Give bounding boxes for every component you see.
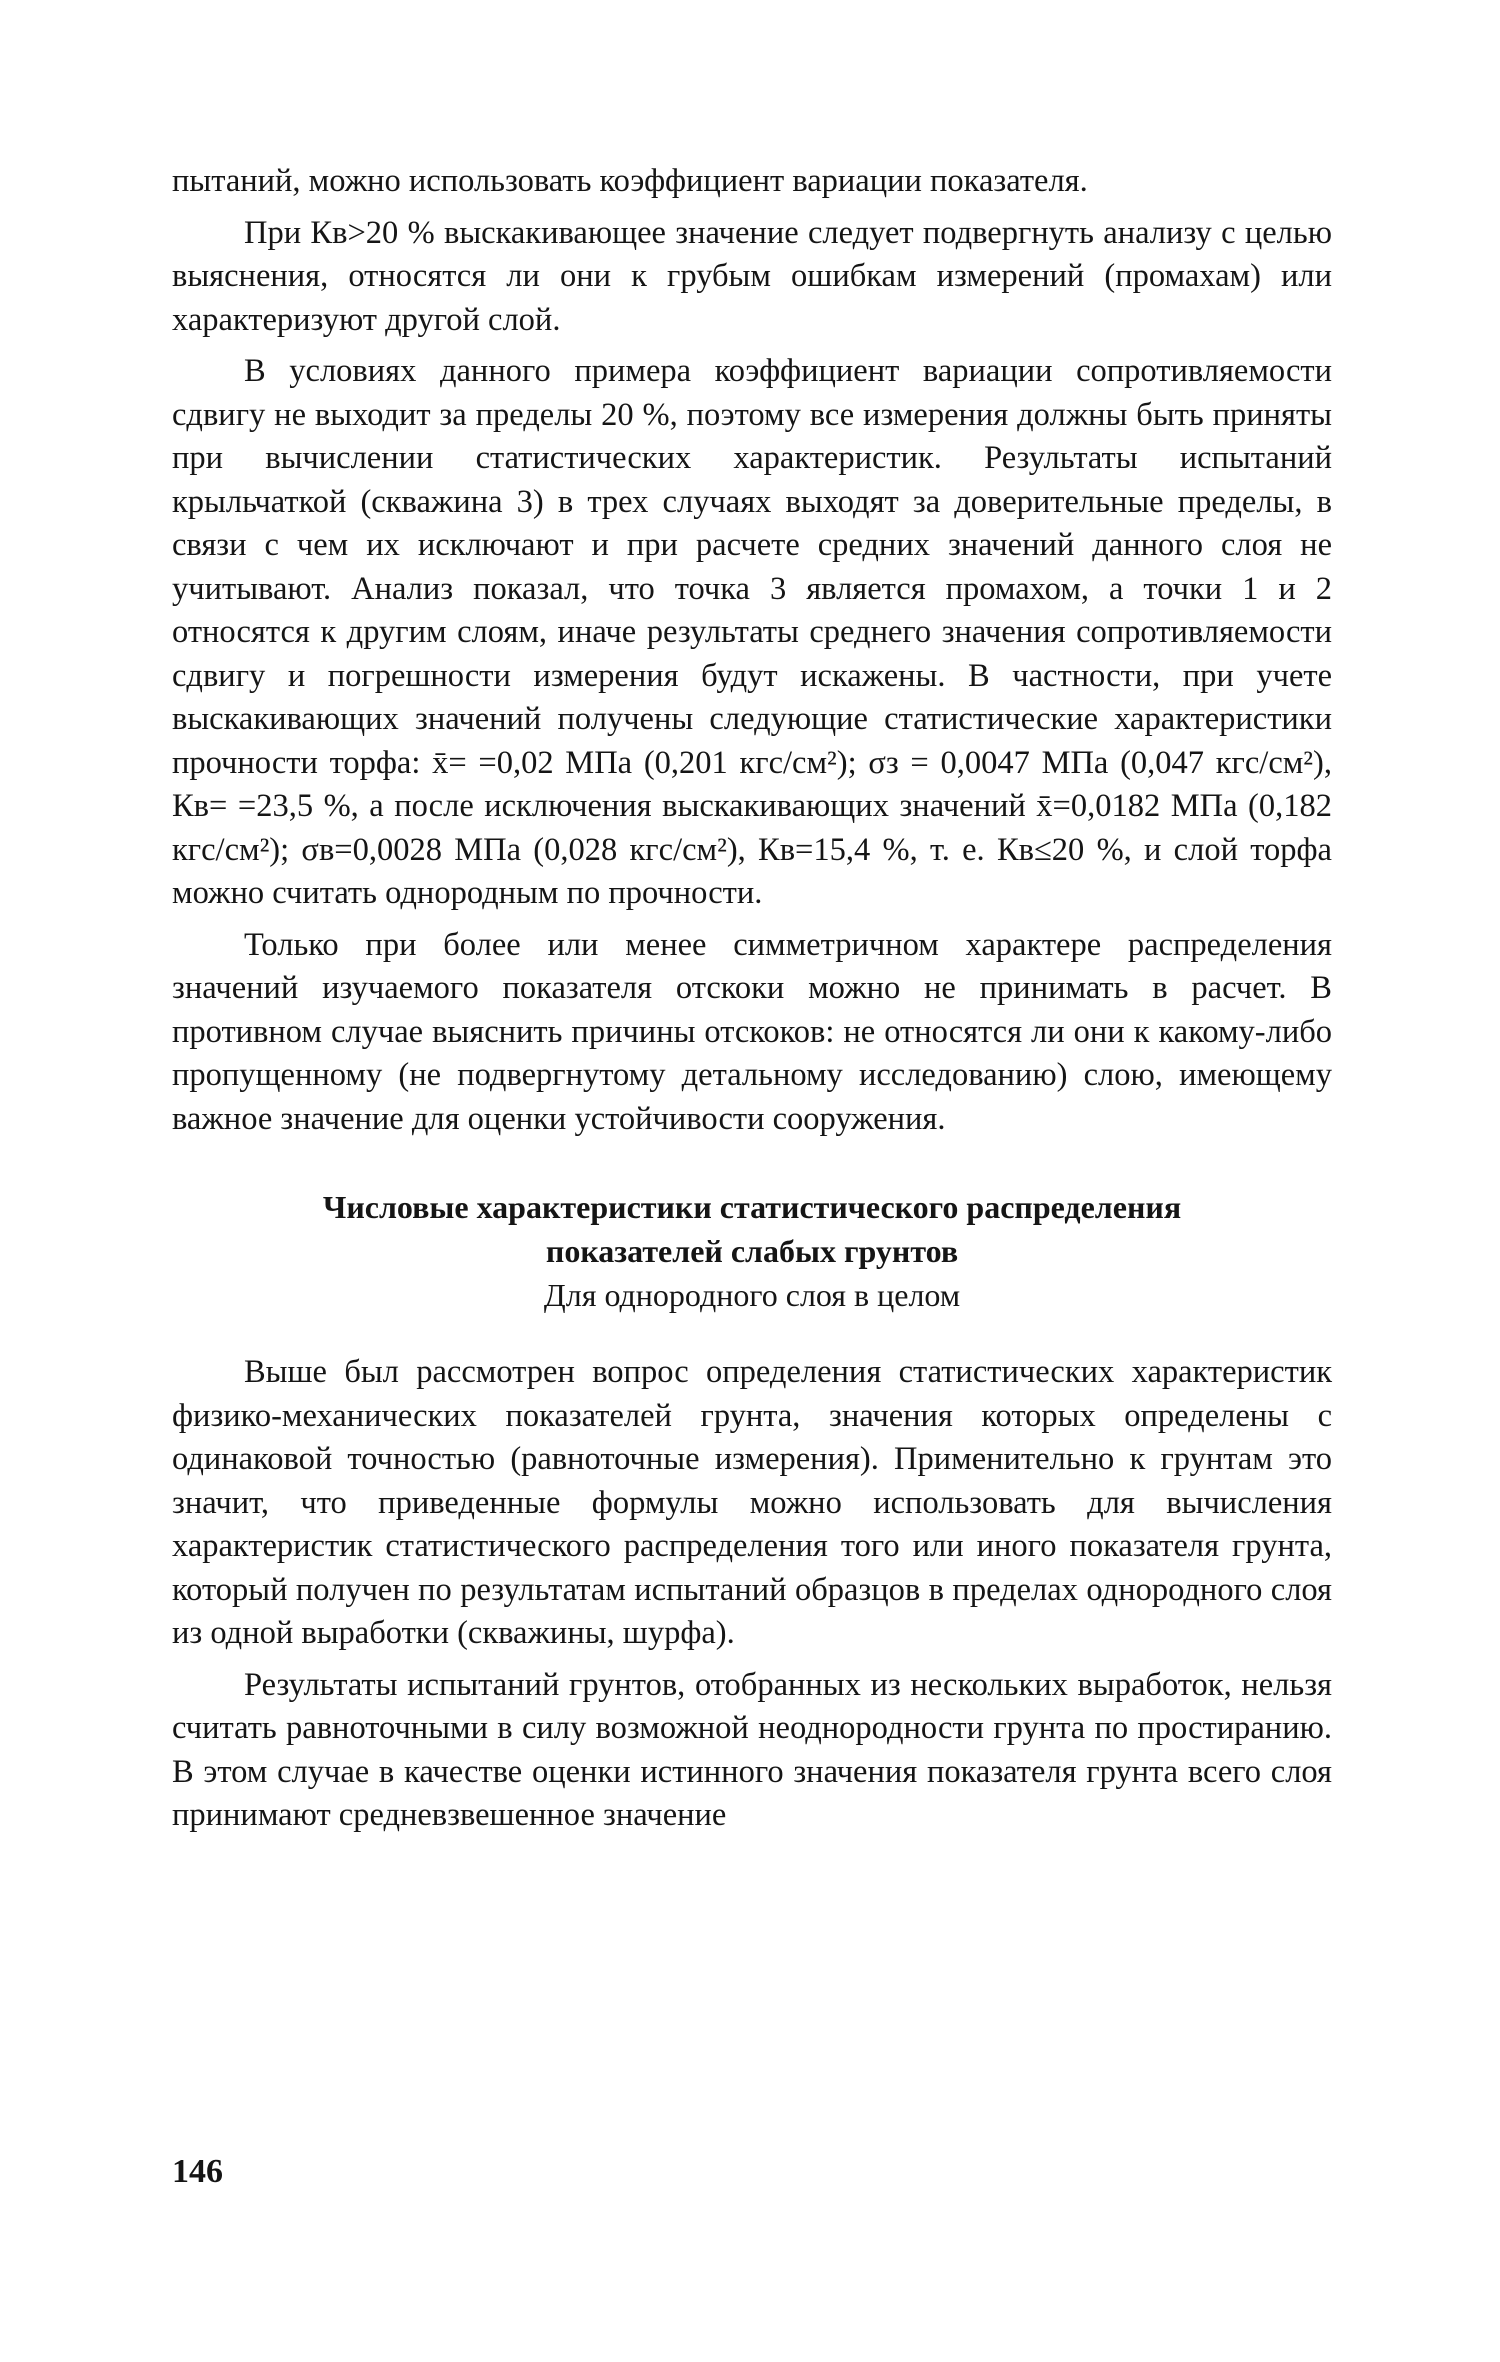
section-heading xyxy=(172,1185,1332,1317)
paragraph-symmetric-distribution: Только при более или менее симметричном характере распределения значений изучаемого показателя отскоки можно не принимать в расчет. В противном случае выяснить причины отскоков: не относятся ли они к какому-либо пропущенному (не подвергнутому детальному исследованию) слою, имеющему важное значение для оценки устойчивости сооружения. xyxy=(172,926,1332,1137)
paragraph-weighted-mean: Результаты испытаний грунтов, отобранных из нескольких выработок, нельзя считать равноточными в силу возможной неоднородности грунта по простиранию. В этом случае в качестве оценки истинного значения показателя грунта всего слоя принимают средневзвешенное значение xyxy=(172,1666,1332,1833)
section-title-line-2: показателей слабых грунтов xyxy=(545,1233,959,1269)
section-subtitle: Для однородного слоя в целом xyxy=(543,1277,961,1313)
page-number: 146 xyxy=(172,2153,223,2190)
paragraph-variation-threshold: При Кв>20 % выскакивающее значение следует подвергнуть анализу с целью выяснения, относятся ли они к грубым ошибкам измерений (промахам) или характеризуют другой слой. xyxy=(172,214,1332,338)
page-body xyxy=(172,160,1332,1846)
paragraph-continuation: пытаний, можно использовать коэффициент вариации показателя. xyxy=(172,163,1088,199)
paragraph-equal-precision: Выше был рассмотрен вопрос определения статистических характеристик физико-механических показателей грунта, значения которых определены с одинаковой точностью (равноточные измерения). Применительно к грунтам это значит, что приведенные формулы можно использовать для вычисления характеристик статистического распределения того или иного показателя грунта, который получен по результатам испытаний образцов в пределах однородного слоя из одной выработки (скважины, шурфа). xyxy=(172,1354,1332,1651)
paragraph-example-analysis: В условиях данного примера коэффициент вариации сопротивляемости сдвигу не выходит за пределы 20 %, поэтому все измерения должны быть приняты при вычислении статистических характеристик. Результаты испытаний крыльчаткой (скважина 3) в трех случаях выходят за доверительные пределы, в связи с чем их исключают и при расчете средних значений данного слоя не учитывают. Анализ показал, что точка 3 является промахом, а точки 1 и 2 относятся к другим слоям, иначе результаты среднего значения сопротивляемости сдвигу и погрешности измерения будут искажены. В частности, при учете выскакивающих значений получены следующие статистические характеристики прочности торфа: x̄= =0,02 МПа (0,201 кгс/см²); σз = 0,0047 МПа (0,047 кгс/см²), Кв= =23,5 %, а после исключения выскакивающих значений x̄=0,0182 МПа (0,182 кгс/см²); σв=0,0028 МПа (0,028 кгс/см²), Кв=15,4 %, т. е. Кв≤20 %, и слой торфа можно считать однородным по прочности. xyxy=(172,353,1332,911)
section-title-line-1: Числовые характеристики статистического распределения xyxy=(322,1189,1182,1225)
